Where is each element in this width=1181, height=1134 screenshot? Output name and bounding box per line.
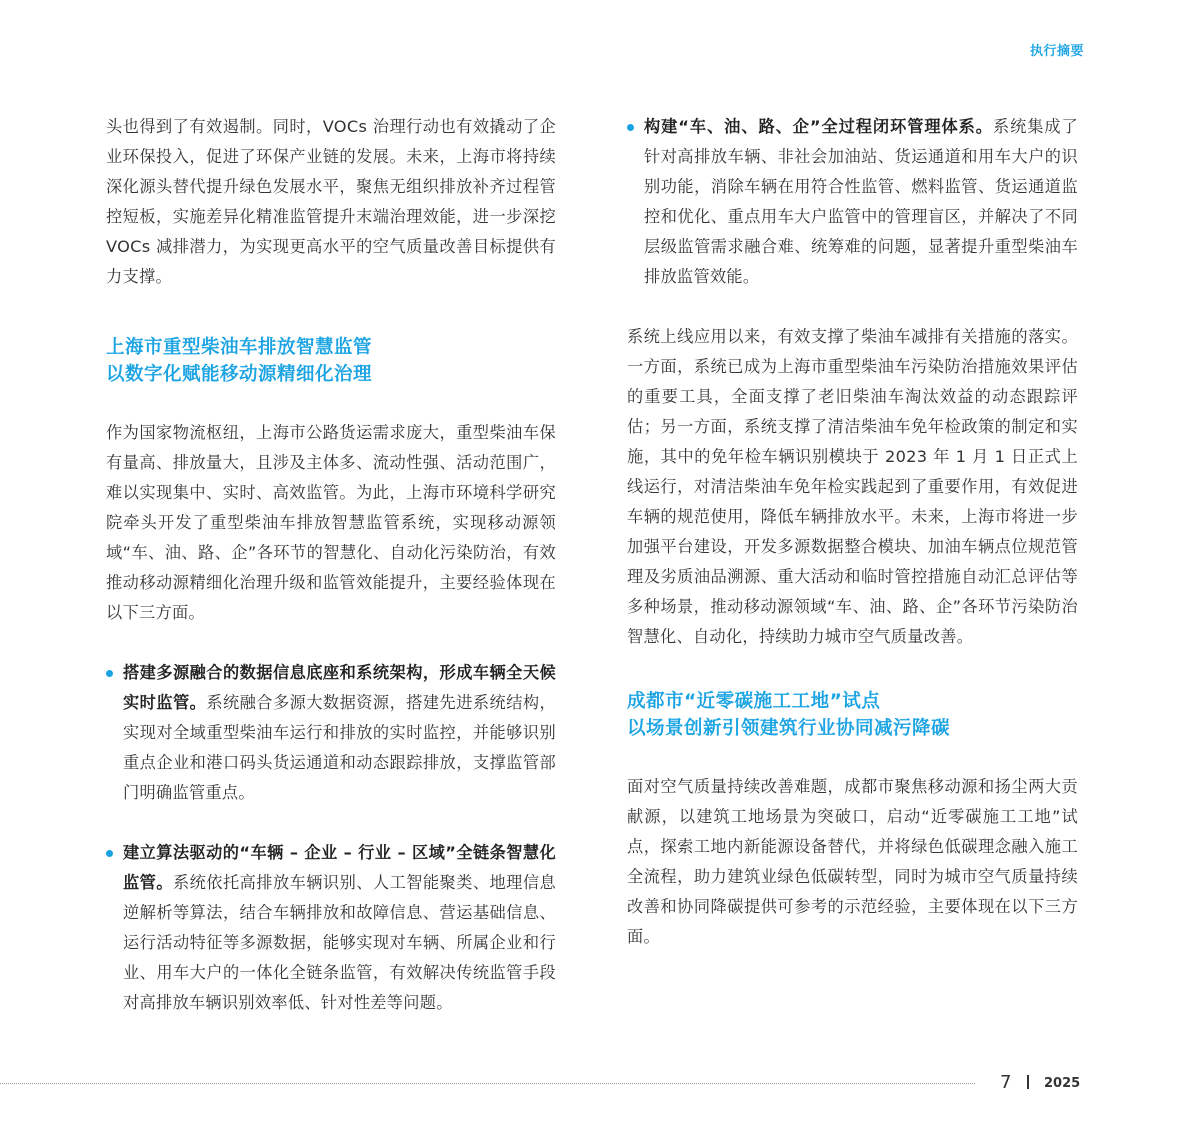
heading-line-2: 以数字化赋能移动源精细化治理 [106, 364, 373, 385]
bullet-dot-icon [106, 670, 113, 677]
bullet-item [106, 838, 556, 1018]
bullet-bold-text: 建立算法驱动的“车辆 – 企业 – 行业 – 区域”全链条智慧化监管。 [123, 843, 556, 892]
section-tag: 执行摘要 [1029, 44, 1084, 59]
bullet-dot-icon [106, 850, 113, 857]
bullet-text: 系统集成了针对高排放车辆、非社会加油站、货运通道和用车大户的识别功能，消除车辆在用符合性监管、燃料监管、货运通道监控和优化、重点用车大户监管中的管理盲区，并解决了不同层级监管需求融合难、统筹难的问题，显著提升重型柴油车排放监管效能。 [644, 117, 1079, 286]
section-heading-shanghai [106, 334, 556, 388]
right-column [627, 112, 1078, 952]
bullet-paragraph [123, 658, 556, 808]
heading-line-1: 上海市重型柴油车排放智慧监管 [106, 337, 373, 358]
body-paragraph: 面对空气质量持续改善难题，成都市聚焦移动源和扬尘两大贡献源，以建筑工地场景为突破口，启动“近零碳施工工地”试点，探索工地内新能源设备替代，并将绿色低碳理念融入施工全流程，助力建筑业绿色低碳转型，同时为城市空气质量持续改善和协同降碳提供可参考的示范经验，主要体现在以下三方面。 [627, 777, 1078, 946]
heading-line-1: 成都市“近零碳施工工地”试点 [627, 691, 881, 712]
bullet-text: 系统融合多源大数据资源，搭建先进系统结构，实现对全域重型柴油车运行和排放的实时监控，并能够识别重点企业和港口码头货运通道和动态跟踪排放，支撑监管部门明确监管重点。 [123, 693, 556, 802]
bullet-bold-text: 搭建多源融合的数据信息底座和系统架构，形成车辆全天候实时监管。 [123, 663, 556, 712]
body-paragraph: 作为国家物流枢纽，上海市公路货运需求庞大，重型柴油车保有量高、排放量大，且涉及主体多、流动性强、活动范围广，难以实现集中、实时、高效监管。为此，上海市环境科学研究院牵头开发了重型柴油车排放智慧监管系统，实现移动源领域“车、油、路、企”各环节的智慧化、自动化污染防治，有效推动移动源精细化治理升级和监管效能提升，主要经验体现在以下三方面。 [106, 423, 556, 622]
bullet-text: 系统依托高排放车辆识别、人工智能聚类、地理信息逆解析等算法，结合车辆排放和故障信息、营运基础信息、运行活动特征等多源数据，能够实现对车辆、所属企业和行业、用车大户的一体化全链条监管，有效解决传统监管手段对高排放车辆识别效率低、针对性差等问题。 [123, 873, 556, 1012]
bullet-dot-icon [627, 124, 634, 131]
bullet-bold-text: 构建“车、油、路、企”全过程闭环管理体系。 [644, 117, 993, 136]
bullet-item [106, 658, 556, 808]
section-heading-chengdu [627, 688, 1078, 742]
footer-separator [1027, 1075, 1029, 1089]
footer-year: 2025 [1044, 1076, 1081, 1091]
body-paragraph: 系统上线应用以来，有效支撑了柴油车减排有关措施的落实。一方面，系统已成为上海市重型柴油车污染防治措施效果评估的重要工具，全面支撑了老旧柴油车淘汰效益的动态跟踪评估；另一方面，系统支撑了清洁柴油车免年检政策的制定和实施，其中的免年检车辆识别模块于 2023 年 1 月 1 日正式上线运行，对清洁柴油车免年检实践起到了重要作用，有效促进车辆的规范使用，降低车辆排放水平。未来，上海市将进一步加强平台建设，开发多源数据整合模块、加油车辆点位规范管理及劣质油品溯源、重大活动和临时管控措施自动汇总评估等多种场景，推动移动源领域“车、油、路、企”各环节污染防治智慧化、自动化，持续助力城市空气质量改善。 [627, 327, 1078, 646]
intro-paragraph: 头也得到了有效遏制。同时，VOCs 治理行动也有效撬动了企业环保投入，促进了环保产业链的发展。未来，上海市将持续深化源头替代提升绿色发展水平，聚焦无组织排放补齐过程管控短板，实施差异化精准监管提升末端治理效能，进一步深挖 VOCs 减排潜力，为实现更高水平的空气质量改善目标提供有力支撑。 [106, 117, 556, 286]
left-column [106, 112, 556, 1018]
heading-line-2: 以场景创新引领建筑行业协同减污降碳 [627, 718, 951, 739]
bullet-paragraph [644, 112, 1078, 292]
page-number: 7 [1000, 1072, 1012, 1093]
bullet-paragraph [123, 838, 556, 1018]
footer-divider [0, 1083, 975, 1084]
bullet-item [627, 112, 1078, 292]
